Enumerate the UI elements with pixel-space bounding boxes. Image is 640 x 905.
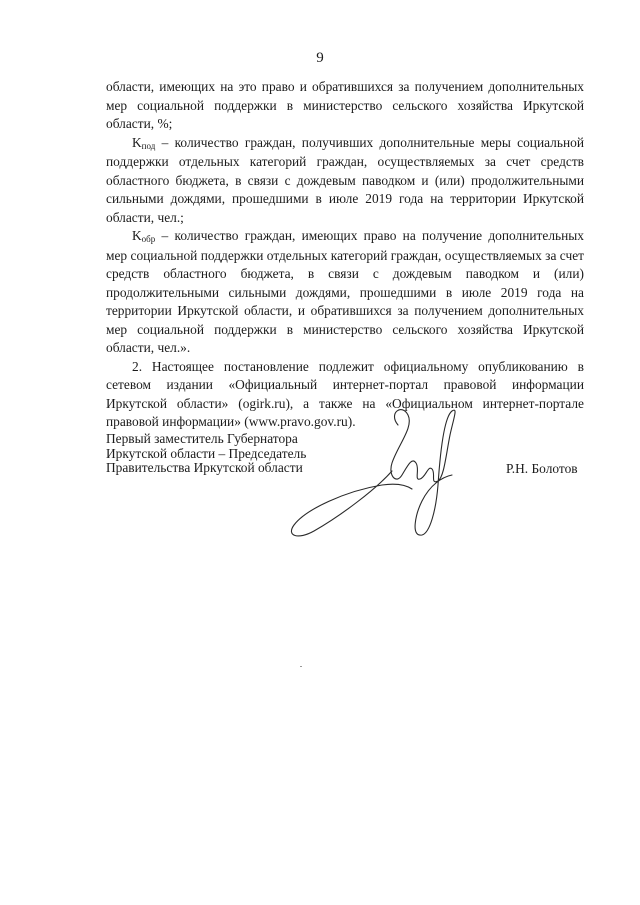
document-body	[106, 78, 584, 432]
handwritten-signature	[280, 405, 480, 545]
page-number: 9	[316, 50, 324, 66]
paragraph-continuation: области, имеющих на это право и обратившихся за получением дополнительных мер социальной поддержки в министерство сельского хозяйства Иркутской области, %;	[106, 79, 584, 131]
signatory-title-line-3: Правительства Иркутской области	[106, 460, 303, 475]
variable-k-obr: $K_{обр}$	[132, 228, 156, 244]
scan-speck	[300, 666, 302, 667]
signatory-title-line-1: Первый заместитель Губернатора	[106, 431, 298, 446]
paragraph-k-pod-text: – количество граждан, получивших дополнительные меры социальной поддержки отдельных категорий граждан, осуществляемых за счет средств областного бюджета, в связи с дождевым паводком и (или) продолжительными сильными дождями, прошедшими в июле 2019 года на территории Иркутской области, чел.;	[106, 134, 584, 225]
paragraph-publication: 2. Настоящее постановление подлежит официальному опубликованию в сетевом издании «Официальный интернет-портал правовой информации Иркутской области» (ogirk.ru), а также на «Официальном интернет-портале правовой информации» (www.pravo.gov.ru).	[106, 358, 584, 429]
signatory-title-line-2: Иркутской области – Председатель	[106, 445, 307, 461]
paragraph-k-obr-text: – количество граждан, имеющих право на получение дополнительных мер социальной поддержки отдельных категорий граждан, осуществляемых за счет средств областного бюджета, в связи с дождевым паводком и (или) продолжительными сильными дождями, прошедшими в июле 2019 года на территории Иркутской области, и обратившихся за получением дополнительных мер социальной поддержки в министерство сельского хозяйства Иркутской области, чел.».	[106, 228, 584, 355]
signatory-title	[106, 432, 306, 476]
variable-k-pod: $K_{под}$	[132, 134, 156, 151]
paragraph-k-obr	[106, 227, 584, 358]
paragraph-k-pod	[106, 134, 584, 228]
signatory-name: Р.Н. Болотов	[506, 461, 578, 476]
